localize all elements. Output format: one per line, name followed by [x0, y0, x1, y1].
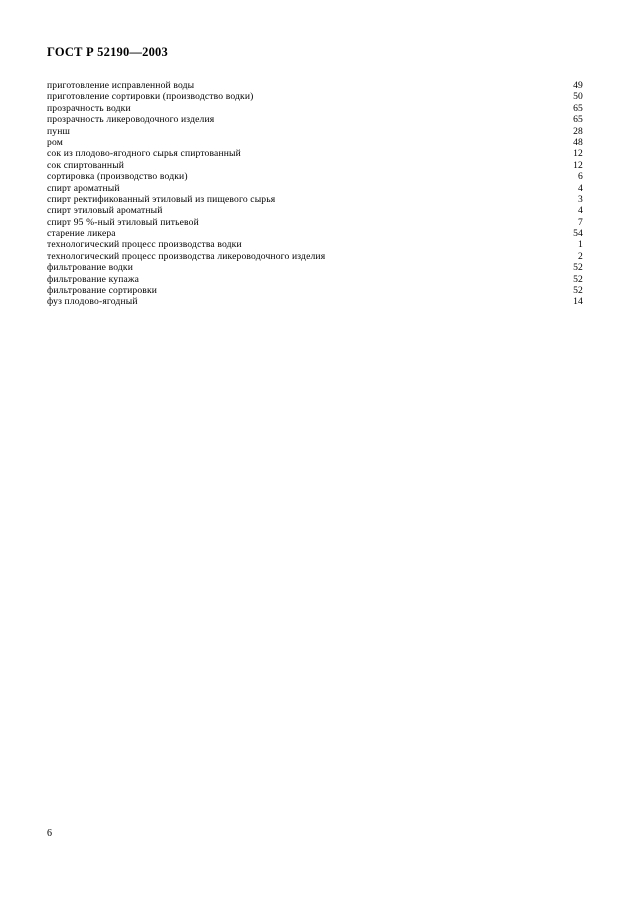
index-term: приготовление исправленной воды — [47, 80, 195, 91]
index-term: ром — [47, 136, 63, 148]
index-entry — [47, 285, 583, 296]
index-page-ref: 50 — [573, 91, 583, 103]
index-entry — [47, 296, 583, 307]
index-term: прозрачность ликероводочного изделия — [47, 114, 215, 126]
index-entry — [47, 183, 583, 194]
alphabetical-index — [47, 80, 583, 308]
index-entry — [47, 217, 583, 228]
index-term: фильтрование водки — [47, 262, 133, 274]
index-term: приготовление сортировки (производство водки) — [47, 91, 254, 103]
page-number: 6 — [47, 828, 52, 839]
index-term: пунш — [47, 125, 71, 137]
index-term: сортировка (производство водки) — [47, 171, 188, 183]
index-entry — [47, 91, 583, 102]
index-page-ref: 65 — [573, 114, 583, 126]
index-entry — [47, 228, 583, 239]
index-page-ref: 48 — [573, 136, 583, 148]
index-term: прозрачность водки — [47, 102, 131, 114]
index-entry — [47, 171, 583, 182]
index-page-ref: 52 — [573, 262, 583, 274]
index-entry — [47, 148, 583, 159]
index-page-ref: 65 — [573, 102, 583, 114]
index-term: спирт ароматный — [47, 182, 120, 194]
index-page-ref: 4 — [578, 205, 583, 217]
index-entry — [47, 274, 583, 285]
index-term: спирт этиловый ароматный — [47, 205, 163, 217]
index-term: технологический процесс производства водки — [47, 239, 242, 251]
index-page-ref: 12 — [573, 159, 583, 171]
index-page-ref: 54 — [573, 228, 583, 240]
index-term: спирт ректификованный этиловый из пищевого сырья — [47, 193, 276, 205]
index-term: сок из плодово-ягодного сырья спиртованный — [47, 148, 241, 160]
index-page-ref: 52 — [573, 285, 583, 297]
index-entry — [47, 137, 583, 148]
index-entry — [47, 80, 583, 91]
index-entry — [47, 126, 583, 137]
index-page-ref: 6 — [578, 171, 583, 183]
index-term: технологический процесс производства ликероводочного изделия — [47, 250, 326, 262]
index-term: спирт 95 %-ный этиловый питьевой — [47, 216, 199, 228]
index-entry — [47, 103, 583, 114]
index-page-ref: 28 — [573, 125, 583, 137]
index-page-ref: 7 — [578, 216, 583, 228]
index-page-ref: 52 — [573, 273, 583, 285]
index-term: фильтрование сортировки — [47, 285, 158, 297]
index-page-ref: 2 — [578, 250, 583, 262]
index-term: сок спиртованный — [47, 159, 125, 171]
index-term: фильтрование купажа — [47, 273, 140, 285]
index-entry — [47, 262, 583, 273]
index-page-ref: 12 — [573, 148, 583, 160]
index-page-ref: 3 — [578, 193, 583, 205]
index-term: старение ликера — [47, 228, 116, 240]
index-page-ref: 1 — [578, 239, 583, 251]
index-entry — [47, 114, 583, 125]
index-page-ref: 4 — [578, 182, 583, 194]
index-page-ref: 49 — [573, 80, 583, 91]
index-entry — [47, 194, 583, 205]
index-term: фуз плодово-ягодный — [47, 296, 138, 308]
index-entry — [47, 239, 583, 250]
document-header: ГОСТ Р 52190—2003 — [47, 45, 168, 59]
index-entry — [47, 251, 583, 262]
index-entry — [47, 160, 583, 171]
index-entry — [47, 205, 583, 216]
index-page-ref: 14 — [573, 296, 583, 308]
